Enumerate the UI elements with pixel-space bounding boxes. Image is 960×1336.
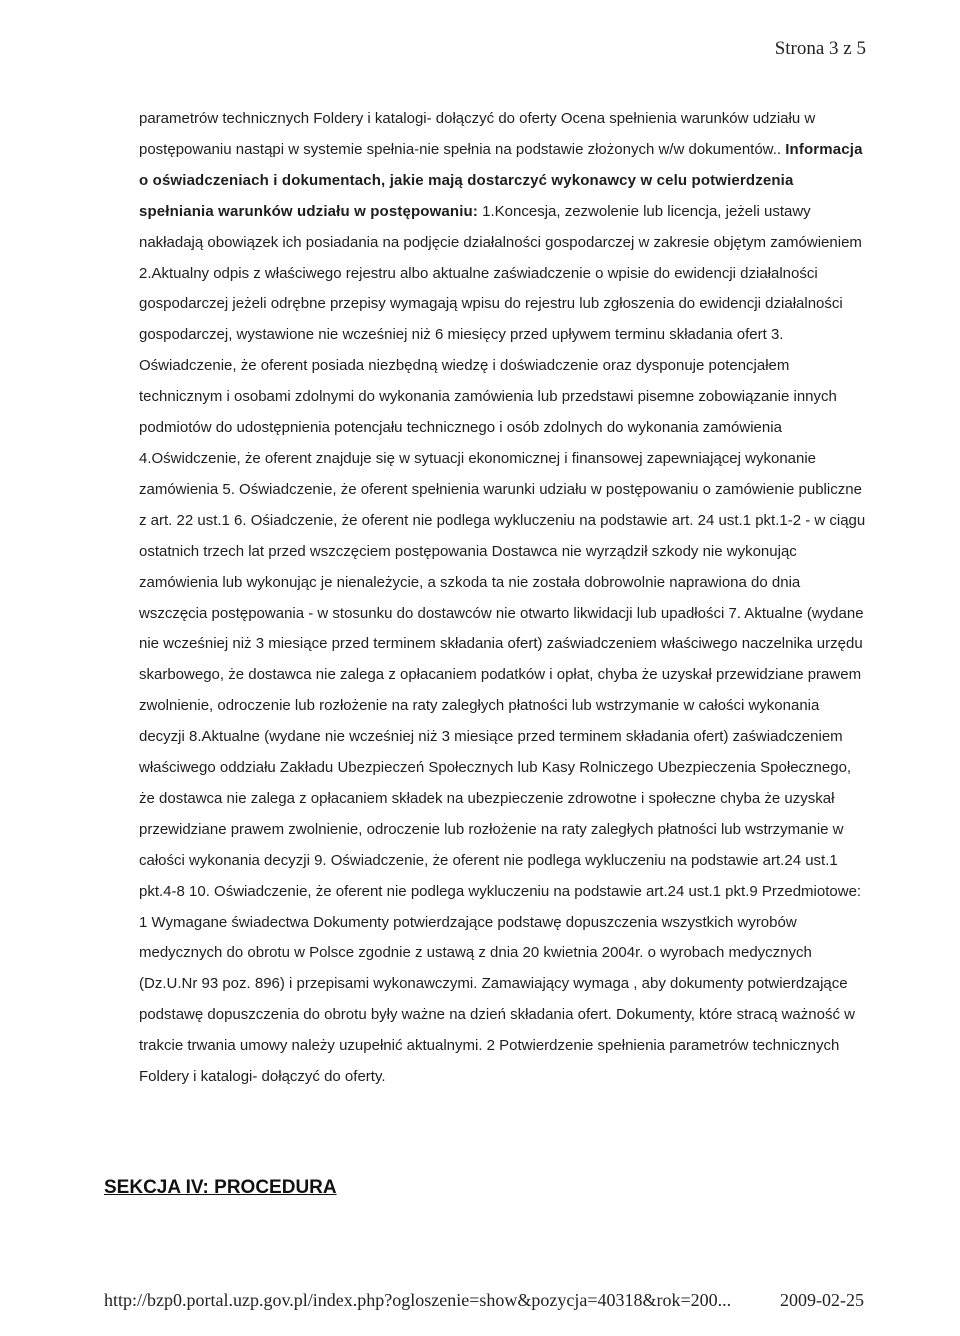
footer-url: http://bzp0.portal.uzp.gov.pl/index.php?ogloszenie=show&pozycja=40318&rok=200... — [104, 1290, 732, 1310]
page-number-header: Strona 3 z 5 — [774, 38, 866, 59]
intro-paragraph: parametrów technicznych Foldery i katalogi- dołączyć do oferty Ocena spełnienia warunków udziału w postępowaniu nastąpi w systemie spełnia-nie spełnia na podstawie złożonych w/w dokumentów. — [139, 110, 816, 158]
page-footer — [104, 1290, 864, 1311]
requirements-text: 1.Koncesja, zezwolenie lub licencja, jeżeli ustawy nakładają obowiązek ich posiadania na podjęcie działalności gospodarczej w zakresie objętym zamówieniem 2.Aktualny odpis z właściwego rejestru albo aktualne zaświadczenie o wpisie do ewidencji działalności gospodarczej jeżeli odrębne przepisy wymagają wpisu do rejestru lub zgłoszenia do ewidencji działalności gospodarczej, wystawione nie wcześniej niż 6 miesięcy przed upływem terminu składania ofert 3. Oświadczenie, że oferent posiada niezbędną wiedzę i doświadczenie oraz dysponuje potencjałem technicznym i osobami zdolnymi do wykonania zamówienia lub przedstawi pisemne zobowiązanie innych podmiotów do udostępnienia potencjału technicznego i osób zdolnych do wykonania zamówienia 4.Oświdczenie, że oferent znajduje się w sytuacji ekonomicznej i finansowej zapewniającej wykonanie zamówienia 5. Oświadczenie, że oferent spełnienia warunki udziału w postępowaniu o zamówienie publiczne z art. 22 ust.1 6. Ośiadczenie, że oferent nie podlega wykluczeniu na podstawie art. 24 ust.1 pkt.1-2 - w ciągu ostatnich trzech lat przed wszczęciem postępowania Dostawca nie wyrządził szkody nie wykonując zamówienia lub wykonując je nienależycie, a szkoda ta nie została dobrowolnie naprawiona do dnia wszczęcia postępowania - w stosunku do dostawców nie otwarto likwidacji lub upadłości 7. Aktualne (wydane nie wcześniej niż 3 miesiące przed terminem składania ofert) zaświadczeniem właściwego naczelnika urzędu skarbowego, że dostawca nie zalega z opłacaniem podatków i opłat, chyba że uzyskał przewidziane prawem zwolnienie, odroczenie lub rozłożenie na raty zaległych płatności lub wstrzymanie w całości wykonania decyzji 8.Aktualne (wydane nie wcześniej niż 3 miesiące przed terminem składania ofert) zaświadczeniem właściwego oddziału Zakładu Ubezpieczeń Społecznych lub Kasy Rolniczego Ubezpieczenia Społecznego, że dostawca nie zalega z opłacaniem składek na ubezpieczenie zdrowotne i społeczne chyba że uzyskał przewidziane prawem zwolnienie, odroczenie lub rozłożenie na raty zaległych płatności lub wstrzymanie w całości wykonania decyzji 9. Oświadczenie, że oferent nie podlega wykluczeniu na podstawie art.24 ust.1 pkt.4-8 10. Oświadczenie, że oferent nie podlega wykluczeniu na podstawie art.24 ust.1 pkt.9 Przedmiotowe: 1 Wymagane świadectwa Dokumenty potwierdzające podstawę dopuszczenia wszystkich wyrobów medycznych do obrotu w Polsce zgodnie z ustawą z dnia 20 kwietnia 2004r. o wyrobach medycznych (Dz.U.Nr 93 poz. 896) i przepisami wykonawczymi. Zamawiający wymaga , aby dokumenty potwierdzające podstawę dopuszczenia do obrotu były ważne na dzień składania ofert. Dokumenty, które stracą ważność w trakcie trwania umowy należy uzupełnić aktualnymi. 2 Potwierdzenie spełnienia parametrów technicznych Foldery i katalogi- dołączyć do oferty. — [139, 202, 866, 1086]
footer-date: 2009-02-25 — [780, 1290, 864, 1310]
document-body: parametrów technicznych Foldery i katalogi- dołączyć do oferty Ocena spełnienia warunków udziału w postępowaniu nastąpi w systemie spełnia-nie spełnia na podstawie złożonych w/w dokumentów.. Informacja o oświadczeniach i dokumentach, jakie mają dostarczyć wykonawcy w celu potwierdzenia spełniania warunków udziału w postępowaniu: 1.Koncesja, zezwolenie lub licencja, jeżeli ustawy nakładają obowiązek ich posiadania na podjęcie działalności gospodarczej w zakresie objętym zamówieniem 2.Aktualny odpis z właściwego rejestru albo aktualne zaświadczenie o wpisie do ewidencji działalności gospodarczej jeżeli odrębne przepisy wymagają wpisu do rejestru lub zgłoszenia do ewidencji działalności gospodarczej, wystawione nie wcześniej niż 6 miesięcy przed upływem terminu składania ofert 3. Oświadczenie, że oferent posiada niezbędną wiedzę i doświadczenie oraz dysponuje potencjałem technicznym i osobami zdolnymi do wykonania zamówienia lub przedstawi pisemne zobowiązanie innych podmiotów do udostępnienia potencjału technicznego i osób zdolnych do wykonania zamówienia 4.Oświdczenie, że oferent znajduje się w sytuacji ekonomicznej i finansowej zapewniającej wykonanie zamówienia 5. Oświadczenie, że oferent spełnienia warunki udziału w postępowaniu o zamówienie publiczne z art. 22 ust.1 6. Ośiadczenie, że oferent nie podlega wykluczeniu na podstawie art. 24 ust.1 pkt.1-2 - w ciągu ostatnich trzech lat przed wszczęciem postępowania Dostawca nie wyrządził szkody nie wykonując zamówienia lub wykonując je nienależycie, a szkoda ta nie została dobrowolnie naprawiona do dnia wszczęcia postępowania - w stosunku do dostawców nie otwarto likwidacji lub upadłości 7. Aktualne (wydane nie wcześniej niż 3 miesiące przed terminem składania ofert) zaświadczeniem właściwego naczelnika urzędu skarbowego, że dostawca nie zalega z opłacaniem podatków i opłat, chyba że uzyskał przewidziane prawem zwolnienie, odroczenie lub rozłożenie na raty zaległych płatności lub wstrzymanie w całości wykonania decyzji 8.Aktualne (wydane nie wcześniej niż 3 miesiące przed terminem składania ofert) zaświadczeniem właściwego oddziału Zakładu Ubezpieczeń Społecznych lub Kasy Rolniczego Ubezpieczenia Społecznego, że dostawca nie zalega z opłacaniem składek na ubezpieczenie zdrowotne i społeczne chyba że uzyskał przewidziane prawem zwolnienie, odroczenie lub rozłożenie na raty zaległych płatności lub wstrzymanie w całości wykonania decyzji 9. Oświadczenie, że oferent nie podlega wykluczeniu na podstawie art.24 ust.1 pkt.4-8 10. Oświadczenie, że oferent nie podlega wykluczeniu na podstawie art.24 ust.1 pkt.9 Przedmiotowe: 1 Wymagane świadectwa Dokumenty potwierdzające podstawę dopuszczenia wszystkich wyrobów medycznych do obrotu w Polsce zgodnie z ustawą z dnia 20 kwietnia 2004r. o wyrobach medycznych (Dz.U.Nr 93 poz. 896) i przepisami wykonawczymi. Zamawiający wymaga , aby dokumenty potwierdzające podstawę dopuszczenia do obrotu były ważne na dzień składania ofert. Dokumenty, które stracą ważność w trakcie trwania umowy należy uzupełnić aktualnymi. 2 Potwierdzenie spełnienia parametrów technicznych Foldery i katalogi- dołączyć do oferty. — [139, 110, 866, 1086]
section-title: SEKCJA IV: PROCEDURA — [104, 1177, 337, 1198]
bold-section-heading: Informacja o oświadczeniach i dokumentach, jakie mają dostarczyć wykonawcy w celu potwierdzenia spełniania warunków udziału w postępowaniu: — [139, 140, 863, 220]
